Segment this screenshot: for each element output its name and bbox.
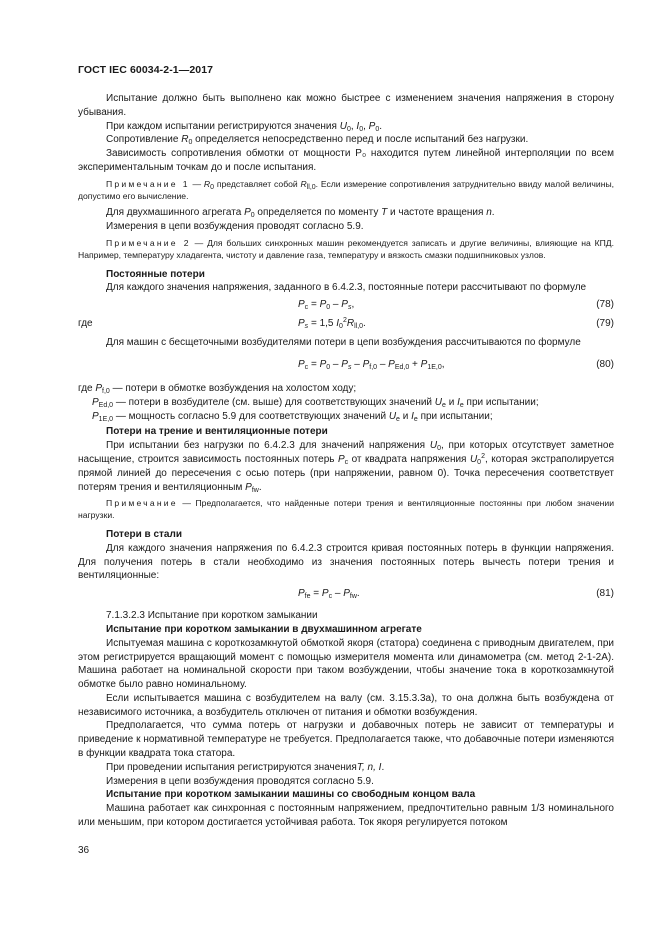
paragraph: Для каждого значения напряжения, заданного в 6.4.2.3, постоянные потери рассчитывают по формуле <box>106 282 587 294</box>
paragraph: Если испытывается машина с возбудителем на валу (см. 3.15.3.3а), то она должна быть возбуждена от независимого источника, а возбудитель отключен от питания и обмотки возбуждения. <box>78 692 614 718</box>
paragraph: Для каждого значения напряжения по 6.4.2.3 строится кривая постоянных потерь в функции напряжения. Для получения потерь в стали необходимо из значения постоянных потерь вычесть потери трения и вентиляционные: <box>78 542 614 582</box>
equation-78: $P_c = P_0 - P_s$, (78) <box>298 299 614 312</box>
section-heading: Испытание при коротком замыкании в двухмашинном агрегате <box>106 623 422 635</box>
equation-81: $P_{fe} = P_c - P_{fw}$. (81) <box>298 588 614 601</box>
page-content <box>78 92 614 830</box>
paragraph: Измерения в цепи возбуждения проводятся согласно 5.9. <box>106 775 374 787</box>
paragraph: При проведении испытания регистрируются значенияT, n, I. <box>106 761 385 773</box>
section-heading: Потери в стали <box>106 528 182 540</box>
definition-line: $P_{1E,0}$ — мощность согласно 5.9 для соответствующих значений $U_e$ и $I_e$ при испытании; <box>92 410 493 423</box>
paragraph: Зависимость сопротивления обмотки от мощности P₀ находится путем линейной интерполяции по всем экспериментальным точкам до и после испытания. <box>78 148 614 173</box>
equation-number: (81) <box>596 588 614 600</box>
equation-79: где $P_s = 1,5$ $I_0^2R_{ll,0}$. (79) <box>78 317 614 331</box>
note-1: Примечание 1 — $R_0$ представляет собой $R_{ll,0}$. Если измерение сопротивления затруднительно ввиду малой величины, допустимо его вычисление. <box>78 178 615 201</box>
paragraph: Для машин с бесщеточными возбудителями потери в цепи возбуждения рассчитываются по формуле <box>106 337 581 349</box>
document-header: ГОСТ IEC 60034-2-1—2017 <box>78 64 214 76</box>
section-heading: Постоянные потери <box>106 268 205 280</box>
equation-number: (80) <box>596 358 614 370</box>
paragraph: Для двухмашинного агрегата $P_0$ определяется по моменту T и частоте вращения n. <box>106 207 495 220</box>
paragraph: Машина работает как синхронная с постоянным напряжением, предпочтительно равным 1/3 номинального или меньшим, при котором достигается устойчивая работа. Ток якоря регулируется потоком <box>78 803 614 829</box>
section-heading: Испытание при коротком замыкании машины со свободным концом вала <box>106 789 476 801</box>
paragraph: Измерения в цепи возбуждения проводят согласно 5.9. <box>106 221 364 233</box>
page-number: 36 <box>78 845 90 856</box>
definition-line: $P_{Ed,0}$ — потери в возбудителе (см. выше) для соответствующих значений $U_e$ и $I_e$ при испытании; <box>92 396 539 409</box>
paragraph: При каждом испытании регистрируются значения $U_0$, $I_0$, $P_0$. <box>106 120 383 133</box>
paragraph: При испытании без нагрузки по 6.4.2.3 для значений напряжения $U_0$, при которых отсутствует заметное насыщение, строится зависимость постоянных потерь $P_c$ от квадрата напряжения $U_0^2$, которая экстраполируется прямой линией до пересечения с осью потерь (при напряжении, равном 0). Точка пересечения соответствует потерям трения и вентиляционным $P_{fw}$. <box>78 440 615 494</box>
note-2: Примечание 2 — Для больших синхронных машин рекомендуется записать и другие величины, влияющие на КПД. Например, температуру хладагента, чистоту и давление газа, температуру и вязкость смазки подшипниковых узлов. <box>78 237 615 260</box>
section-heading: Потери на трение и вентиляционные потери <box>106 426 328 438</box>
paragraph: Испытание должно быть выполнено как можно быстрее с изменением значения напряжения в сторону убывания. <box>78 93 614 118</box>
paragraph: Сопротивление $R_0$ определяется непосредственно перед и после испытаний без нагрузки. <box>106 134 529 147</box>
definition-line: где $P_{f,0}$ — потери в обмотке возбуждения на холостом ходу; <box>78 382 357 395</box>
subsection-title: 7.1.3.2.3 Испытание при коротком замыкании <box>106 610 318 622</box>
paragraph: Испытуемая машина с короткозамкнутой обмоткой якоря (статора) соединена с приводным двигателем, при этом регистрируется вращающий момент с помощью измерителя момента или динамометра (см. метод 2-1-2А). Машина работает на номинальной скорости при таком возбуждении, чтобы значение тока в короткозамкнутой обмотке было равно номинальному. <box>78 637 614 691</box>
note-3: Примечание — Предполагается, что найденные потери трения и вентиляционные постоянны при любом значении нагрузки. <box>78 498 614 521</box>
equation-80: $P_c = P_0 - P_s - P_{f,0} - P_{Ed,0} + P_{1E,0}$, (80) <box>298 358 614 371</box>
equation-number: (78) <box>596 299 614 311</box>
equation-number: (79) <box>596 318 614 330</box>
paragraph: Предполагается, что сумма потерь от нагрузки и добавочных потерь не зависит от температуры и приведение к нормативной температуре не требуется. Предполагается также, что добавочные потери изменяются в функции квадрата тока статора. <box>78 720 614 760</box>
